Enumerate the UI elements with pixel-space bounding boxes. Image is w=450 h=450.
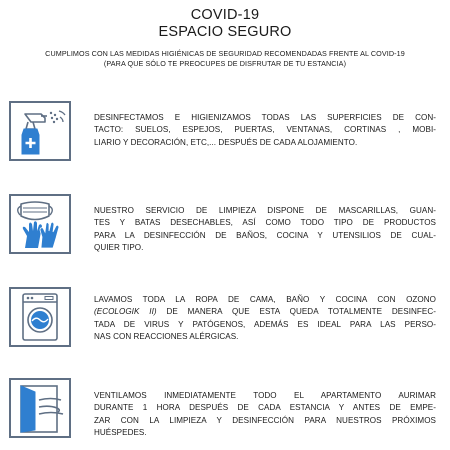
section-laundry-text: LAVAMOS TODA LA ROPA DE CAMA, BAÑO Y COCINA CON OZONO (ECOLOGIK II) DE MANERA QUE ESTA QUEDA TOTALMENTE DESINFEC- TADA DE VIRUS Y PATÓGENOS, ADEMÁS ES IDEAL PARA LAS PERSO- NAS CON REACCIONES ALÉRGICAS. [94, 295, 436, 341]
mask-and-gloves-icon [9, 194, 71, 254]
page-subtitle: ESPACIO SEGURO [158, 24, 292, 40]
section-cleaning-staff-text: NUESTRO SERVICIO DE LIMPIEZA DISPONE DE MASCARILLAS, GUAN- TES Y BATAS DESECHABLES, ASÍ COMO TODO TIPO DE PRODUCTOS PARA LA DESINFECCIÓN DE BAÑOS, COCINA Y UTENSILIOS DE CUAL- QUIER TIPO. [94, 206, 436, 252]
page-title: COVID-19 [190, 7, 260, 23]
washing-machine-icon [9, 287, 71, 347]
intro-text: CUMPLIMOS CON LAS MEDIDAS HIGIÉNICAS DE SEGURIDAD RECOMENDADAS FRENTE AL COVID-19 [45, 49, 405, 58]
disinfectant-spray-icon [9, 101, 71, 161]
ventilation-window-icon [9, 378, 71, 438]
section-ventilation-text: VENTILAMOS INMEDIATAMENTE TODO EL APARTAMENTO AURIMAR DURANTE 1 HORA DESPUÉS DE CADA ESTANCIA Y ANTES DE EMPE- ZAR CON LA LIMPIEZA Y DESINFECCIÓN PARA NUESTROS PRÓXIMOS HUÉSPEDES. [94, 391, 436, 437]
section-disinfection-text: DESINFECTAMOS E HIGIENIZAMOS TODAS LAS SUPERFICIES DE CON- TACTO: SUELOS, ESPEJOS, PUERTAS, VENTANAS, CORTINAS , MOBI- LIARIO Y DECORACIÓN, ETC,... DESPUÉS DE CADA ALOJAMIENTO. [94, 113, 436, 147]
intro-note: (PARA QUE SÓLO TE PREOCUPES DE DISFRUTAR DE TU ESTANCIA) [103, 59, 347, 68]
